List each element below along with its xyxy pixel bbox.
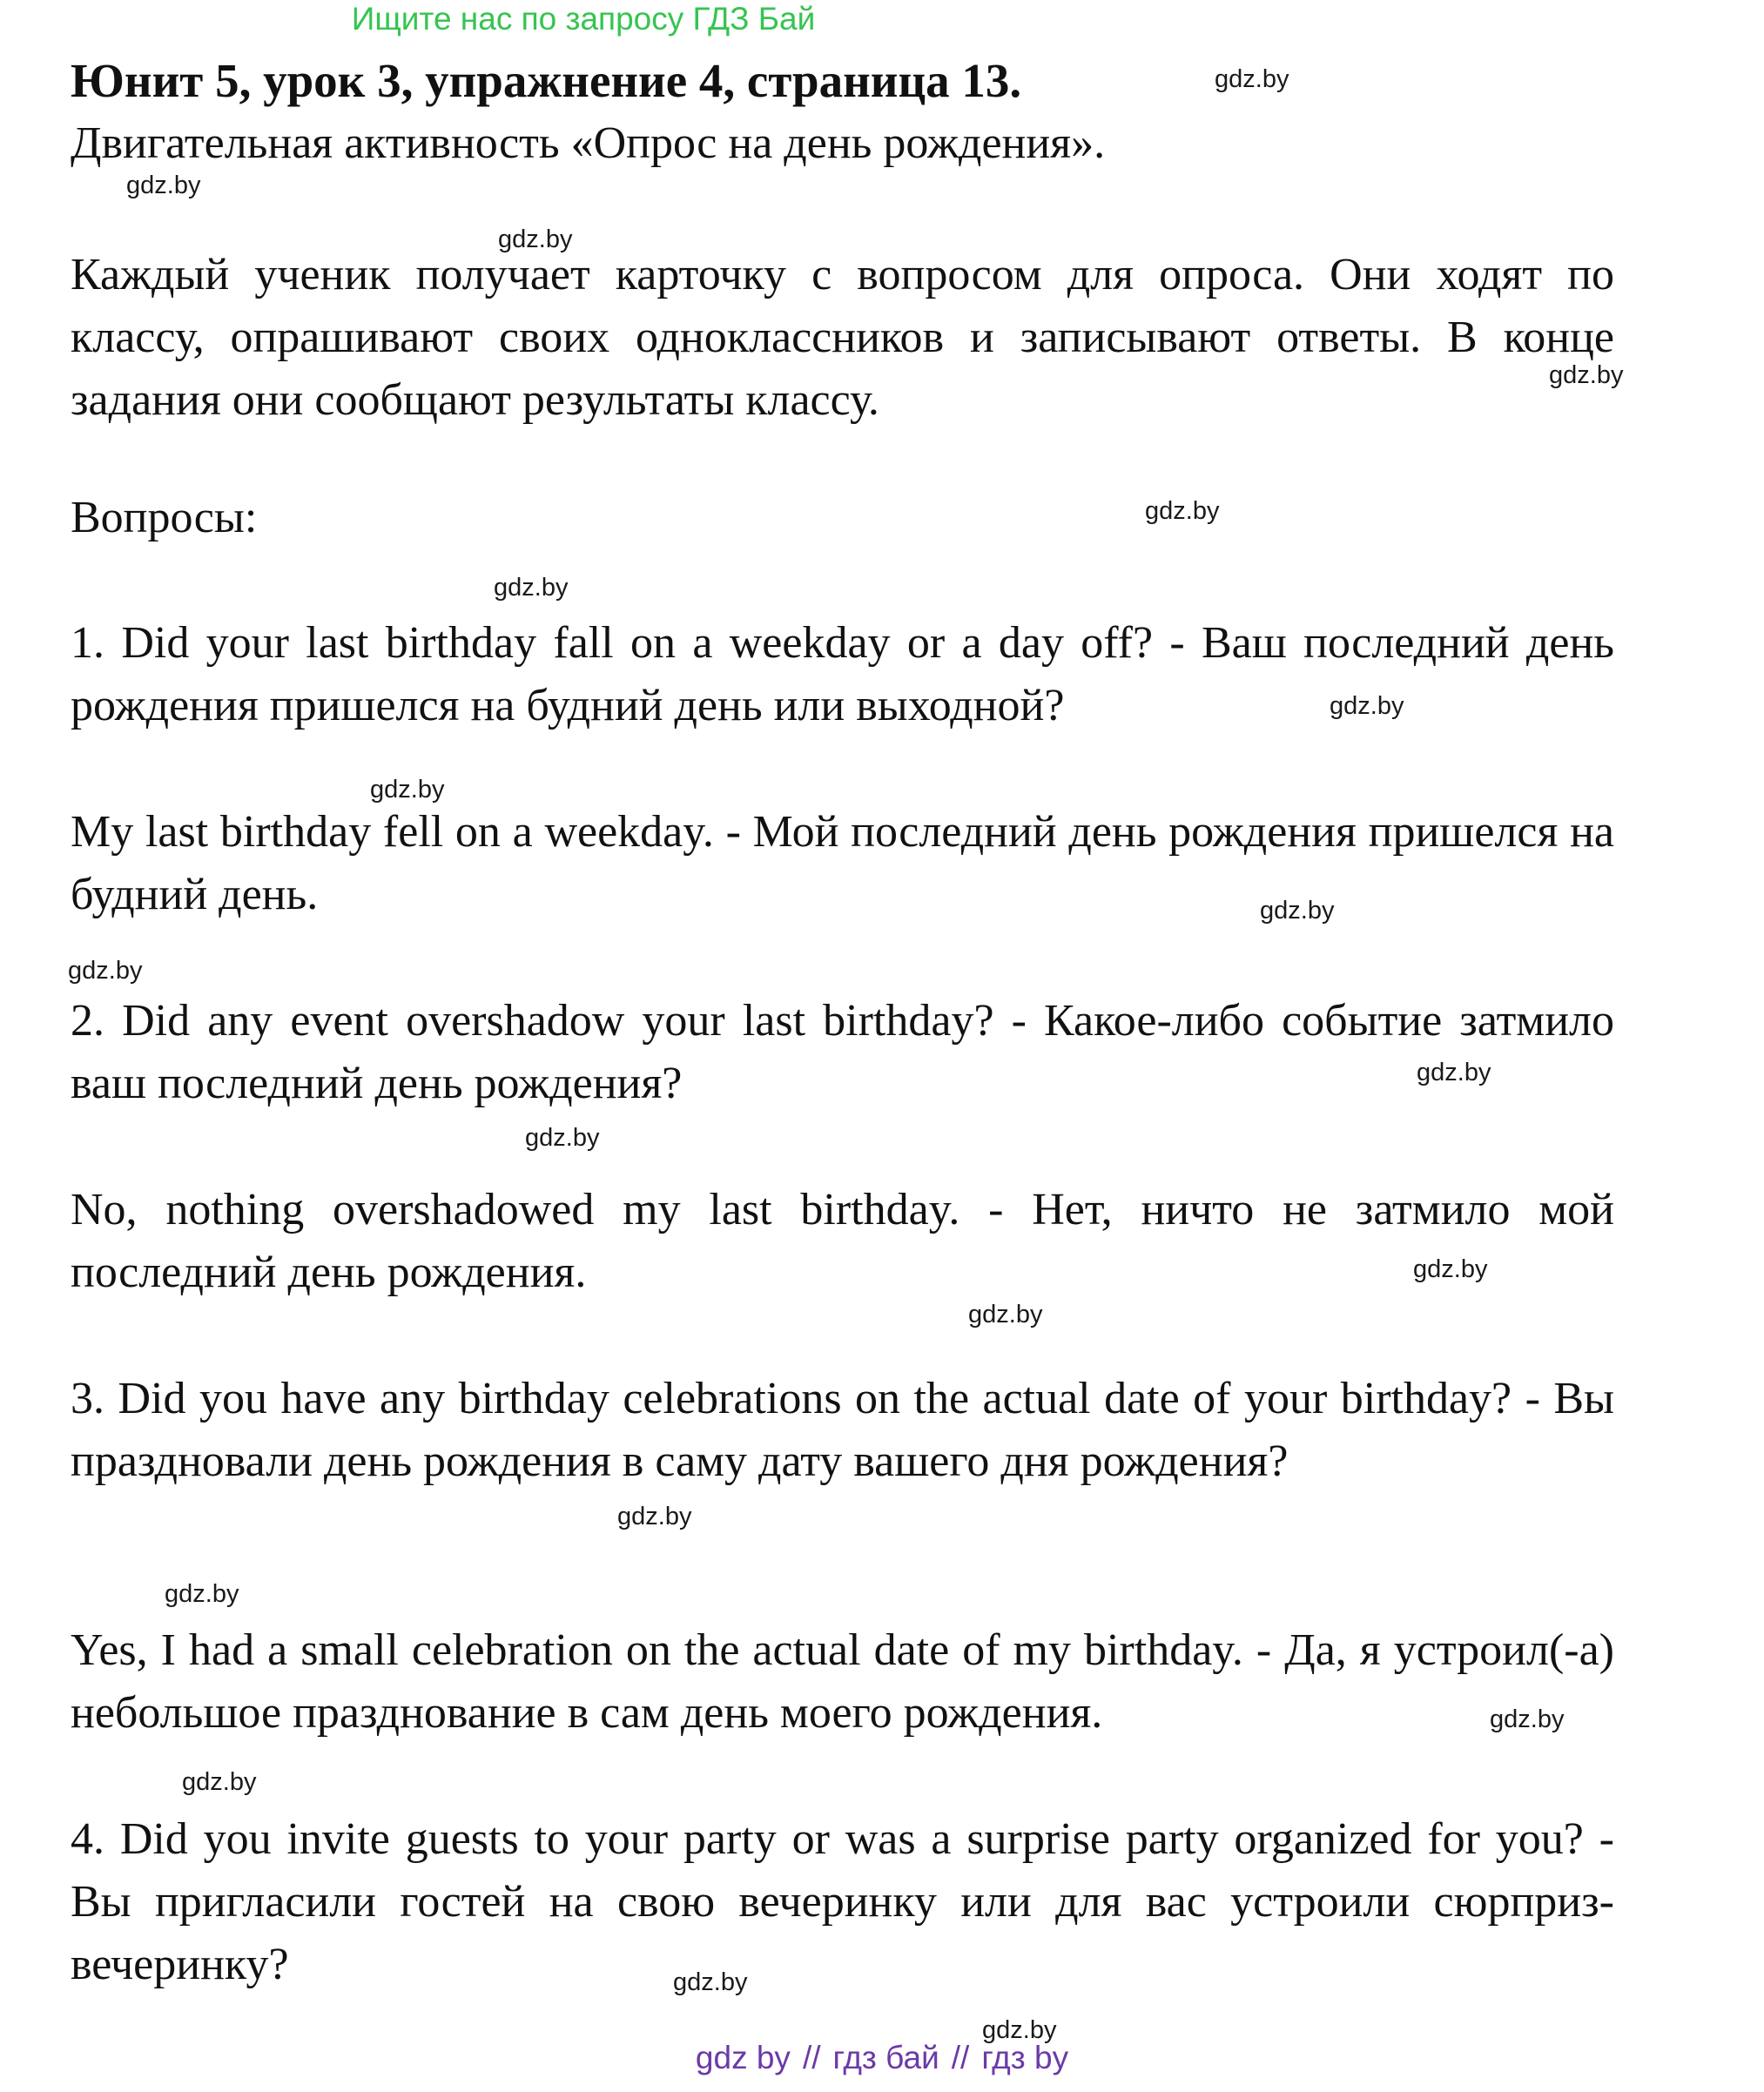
footer-link-gdz-bai[interactable]: гдз бай: [832, 2040, 939, 2075]
top-search-banner[interactable]: Ищите нас по запросу ГДЗ Бай: [351, 1, 816, 37]
watermark: gdz.by: [1330, 692, 1404, 720]
watermark: gdz.by: [182, 1768, 257, 1796]
watermark: gdz.by: [1417, 1059, 1491, 1086]
watermark: gdz.by: [1413, 1255, 1488, 1283]
footer-links: [0, 2039, 1764, 2077]
footer-separator: //: [802, 2040, 821, 2075]
watermark: gdz.by: [673, 1968, 748, 1996]
answer-2: No, nothing overshadowed my last birthday. - Нет, ничто не затмило мой последний день рождения.: [71, 1185, 1614, 1297]
page-title: Юнит 5, урок 3, упражнение 4, страница 13.: [71, 54, 1022, 107]
watermark: gdz.by: [165, 1580, 239, 1608]
watermark: gdz.by: [1549, 361, 1624, 389]
question-3: 3. Did you have any birthday celebrations on the actual date of your birthday? - Вы праздновали день рождения в саму дату вашего дня рождения?: [71, 1374, 1614, 1486]
watermark: gdz.by: [617, 1503, 692, 1530]
watermark: gdz.by: [126, 172, 201, 199]
watermark: gdz.by: [68, 957, 143, 985]
question-1: 1. Did your last birthday fall on a weekday or a day off? - Ваш последний день рождения пришелся на будний день или выходной?: [71, 618, 1614, 730]
watermark: gdz.by: [968, 1301, 1043, 1329]
intro-paragraph: Каждый ученик получает карточку с вопросом для опроса. Они ходят по классу, опрашивают своих одноклассников и записывают ответы. В конце задания они сообщают результаты классу.: [71, 250, 1614, 425]
watermark: gdz.by: [494, 574, 569, 602]
page-subtitle: Двигательная активность «Опрос на день рождения».: [71, 118, 1106, 168]
footer-link-gdz-by-mixed[interactable]: гдз by: [981, 2040, 1069, 2075]
answer-3: Yes, I had a small celebration on the actual date of my birthday. - Да, я устроил(-а) небольшое празднование в сам день моего рождения.: [71, 1625, 1614, 1738]
watermark: gdz.by: [498, 225, 573, 253]
footer-separator: //: [951, 2040, 970, 2075]
questions-label: Вопросы:: [71, 493, 258, 542]
watermark: gdz.by: [370, 776, 445, 804]
watermark: gdz.by: [1490, 1705, 1565, 1733]
answer-1: My last birthday fell on a weekday. - Мой последний день рождения пришелся на будний день.: [71, 807, 1614, 919]
watermark: gdz.by: [1215, 65, 1289, 93]
watermark: gdz.by: [982, 2016, 1057, 2044]
question-2: 2. Did any event overshadow your last birthday? - Какое-либо событие затмило ваш последний день рождения?: [71, 996, 1614, 1108]
watermark: gdz.by: [1260, 897, 1335, 925]
question-4: 4. Did you invite guests to your party or was a surprise party organized for you? - Вы пригласили гостей на свою вечеринку или для вас устроили сюрприз-вечеринку?: [71, 1814, 1614, 1989]
watermark: gdz.by: [1145, 497, 1220, 525]
footer-link-gdz-by[interactable]: gdz by: [695, 2040, 791, 2075]
watermark: gdz.by: [525, 1124, 600, 1152]
